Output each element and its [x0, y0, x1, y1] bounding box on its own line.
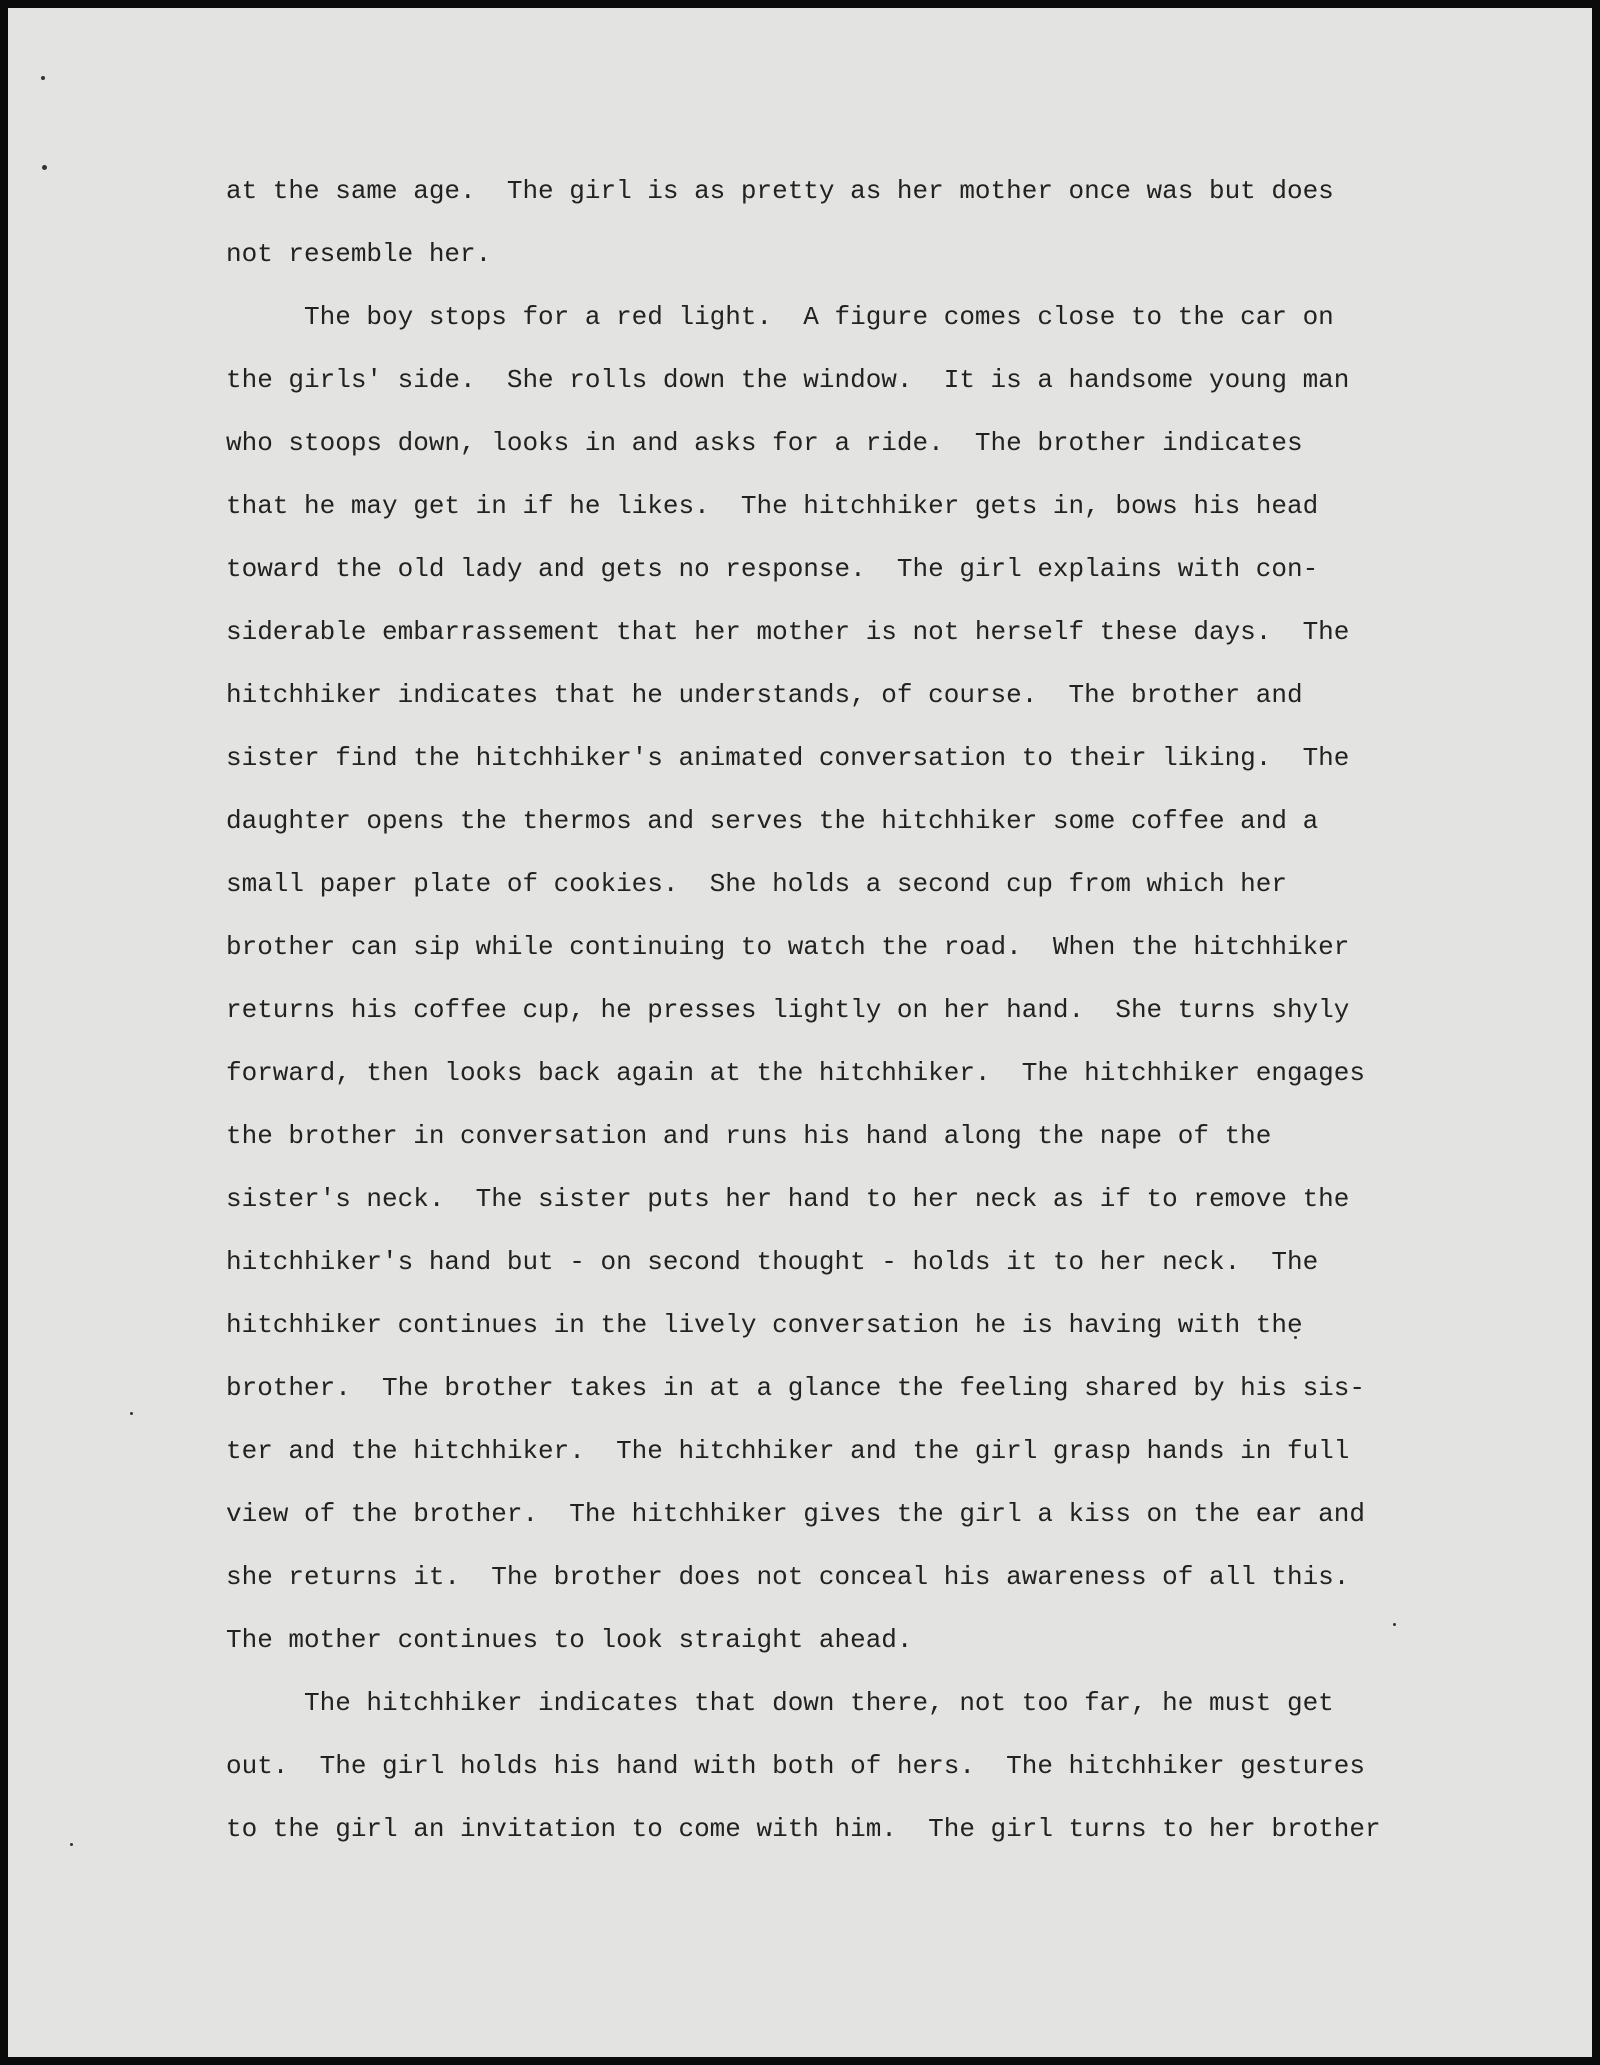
text-line: returns his coffee cup, he presses lightly on her hand. She turns shyly: [226, 995, 1350, 1025]
text-line: sister's neck. The sister puts her hand to her neck as if to remove the: [226, 1184, 1350, 1214]
text-line: The mother continues to look straight ahead.: [226, 1625, 913, 1655]
text-line: brother. The brother takes in at a glance the feeling shared by his sis-: [226, 1373, 1365, 1403]
text-line: sister find the hitchhiker's animated conversation to their liking. The: [226, 743, 1350, 773]
text-line: brother can sip while continuing to watch the road. When the hitchhiker: [226, 932, 1350, 962]
text-line: she returns it. The brother does not conceal his awareness of all this.: [226, 1562, 1350, 1592]
text-line: The boy stops for a red light. A figure comes close to the car on: [226, 302, 1334, 332]
text-line: siderable embarrassement that her mother is not herself these days. The: [226, 617, 1350, 647]
paper-speck: [41, 76, 45, 80]
text-line: that he may get in if he likes. The hitchhiker gets in, bows his head: [226, 491, 1319, 521]
text-line: hitchhiker's hand but - on second thought - holds it to her neck. The: [226, 1247, 1319, 1277]
text-line: who stoops down, looks in and asks for a ride. The brother indicates: [226, 428, 1303, 458]
text-line: the girls' side. She rolls down the window. It is a handsome young man: [226, 365, 1350, 395]
text-line: forward, then looks back again at the hitchhiker. The hitchhiker engages: [226, 1058, 1365, 1088]
paper-speck: [42, 165, 47, 170]
text-line: the brother in conversation and runs his hand along the nape of the: [226, 1121, 1272, 1151]
text-line: toward the old lady and gets no response. The girl explains with con-: [226, 554, 1319, 584]
text-line: at the same age. The girl is as pretty as her mother once was but does: [226, 176, 1334, 206]
text-line: ter and the hitchhiker. The hitchhiker and the girl grasp hands in full: [226, 1436, 1350, 1466]
text-line: view of the brother. The hitchhiker gives the girl a kiss on the ear and: [226, 1499, 1365, 1529]
text-line: daughter opens the thermos and serves the hitchhiker some coffee and a: [226, 806, 1319, 836]
typewritten-page: [8, 8, 1592, 2057]
paper-speck: [130, 1412, 133, 1415]
body-text: [226, 160, 1406, 1861]
text-line: small paper plate of cookies. She holds a second cup from which her: [226, 869, 1287, 899]
text-line: hitchhiker indicates that he understands, of course. The brother and: [226, 680, 1303, 710]
text-line: not resemble her.: [226, 239, 492, 269]
text-line: out. The girl holds his hand with both of hers. The hitchhiker gestures: [226, 1751, 1365, 1781]
text-line: The hitchhiker indicates that down there, not too far, he must get: [226, 1688, 1334, 1718]
text-line: to the girl an invitation to come with him. The girl turns to her brother: [226, 1814, 1381, 1844]
text-line: hitchhiker continues in the lively conversation he is having with the: [226, 1310, 1303, 1340]
paper-speck: [70, 1843, 73, 1846]
